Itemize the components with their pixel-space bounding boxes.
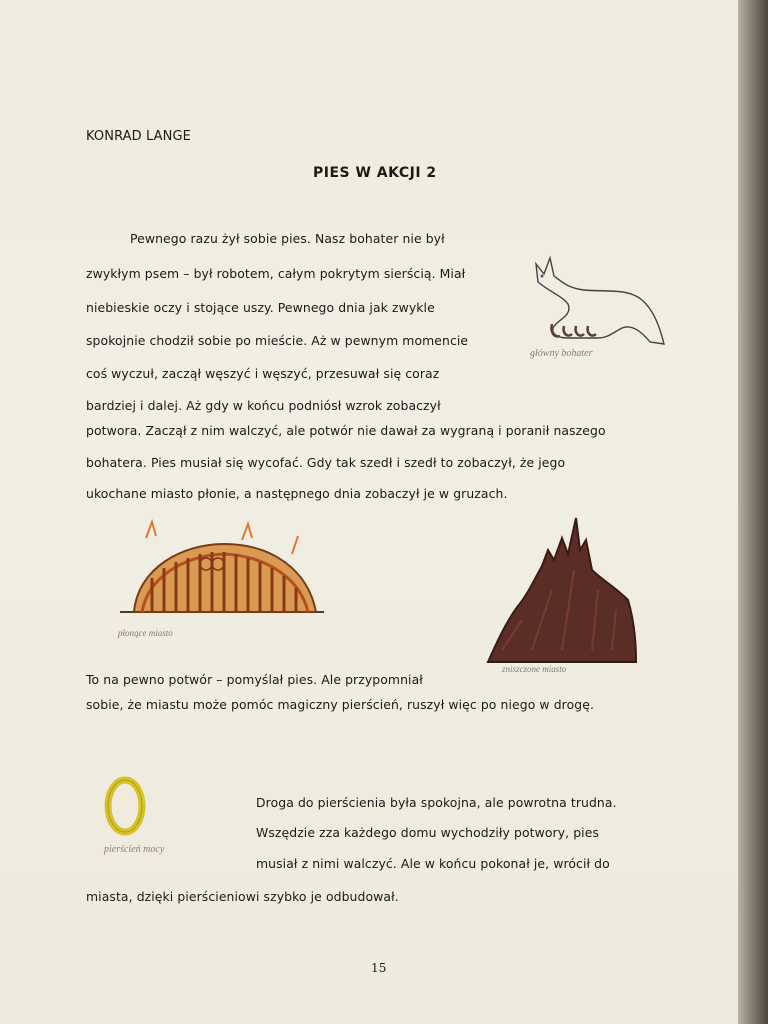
dog-caption: główny bohater <box>530 348 593 359</box>
author-name: KONRAD LANGE <box>86 129 191 144</box>
ruins-caption: zniszczone miasto <box>502 664 567 674</box>
paragraph1-line: zwykłym psem – był robotem, całym pokrytym sierścią. Miał <box>86 266 466 281</box>
paragraph1-line: ukochane miasto płonie, a następnego dnia zobaczył je w gruzach. <box>86 486 508 501</box>
story-title: PIES W AKCJI 2 <box>313 165 437 181</box>
page-number: 15 <box>371 961 387 975</box>
dog-drawing <box>528 252 688 362</box>
paragraph2-line: To na pewno potwór – pomyślał pies. Ale przypomniał <box>86 672 423 687</box>
city-caption: płonące miasto <box>118 628 173 638</box>
ring-drawing <box>100 772 250 862</box>
paragraph1-line: spokojnie chodził sobie po mieście. Aż w pewnym momencie <box>86 333 469 348</box>
paragraph1-line: bardziej i dalej. Aż gdy w końcu podniósł wzrok zobaczył <box>86 398 441 413</box>
paragraph3-line: Wszędzie zza każdego domu wychodziły potwory, pies <box>256 825 600 840</box>
paragraph1-line: niebieskie oczy i stojące uszy. Pewnego dnia jak zwykle <box>86 300 435 315</box>
paragraph1-line: coś wyczuł, zaczął węszyć i węszyć, przesuwał się coraz <box>86 366 440 381</box>
paragraph3-line: musiał z nimi walczyć. Ale w końcu pokonał je, wrócił do <box>256 856 610 871</box>
binder-edge <box>738 0 768 1024</box>
burning-city-drawing <box>112 518 332 648</box>
paragraph1-line: potwora. Zaczął z nim walczyć, ale potwór nie dawał za wygraną i poranił naszego <box>86 423 606 438</box>
paragraph2-line: sobie, że miastu może pomóc magiczny pierścień, ruszył więc po niego w drogę. <box>86 697 594 712</box>
paragraph3-line: miasta, dzięki pierścieniowi szybko je odbudował. <box>86 889 399 904</box>
paragraph1-line: Pewnego razu żył sobie pies. Nasz bohater nie był <box>130 231 445 246</box>
ring-caption: pierścień mocy <box>104 844 165 855</box>
paragraph3-line: Droga do pierścienia była spokojna, ale powrotna trudna. <box>256 795 617 810</box>
paragraph1-line: bohatera. Pies musiał się wycofać. Gdy tak szedł i szedł to zobaczył, że jego <box>86 455 566 470</box>
ruins-drawing <box>482 510 642 675</box>
